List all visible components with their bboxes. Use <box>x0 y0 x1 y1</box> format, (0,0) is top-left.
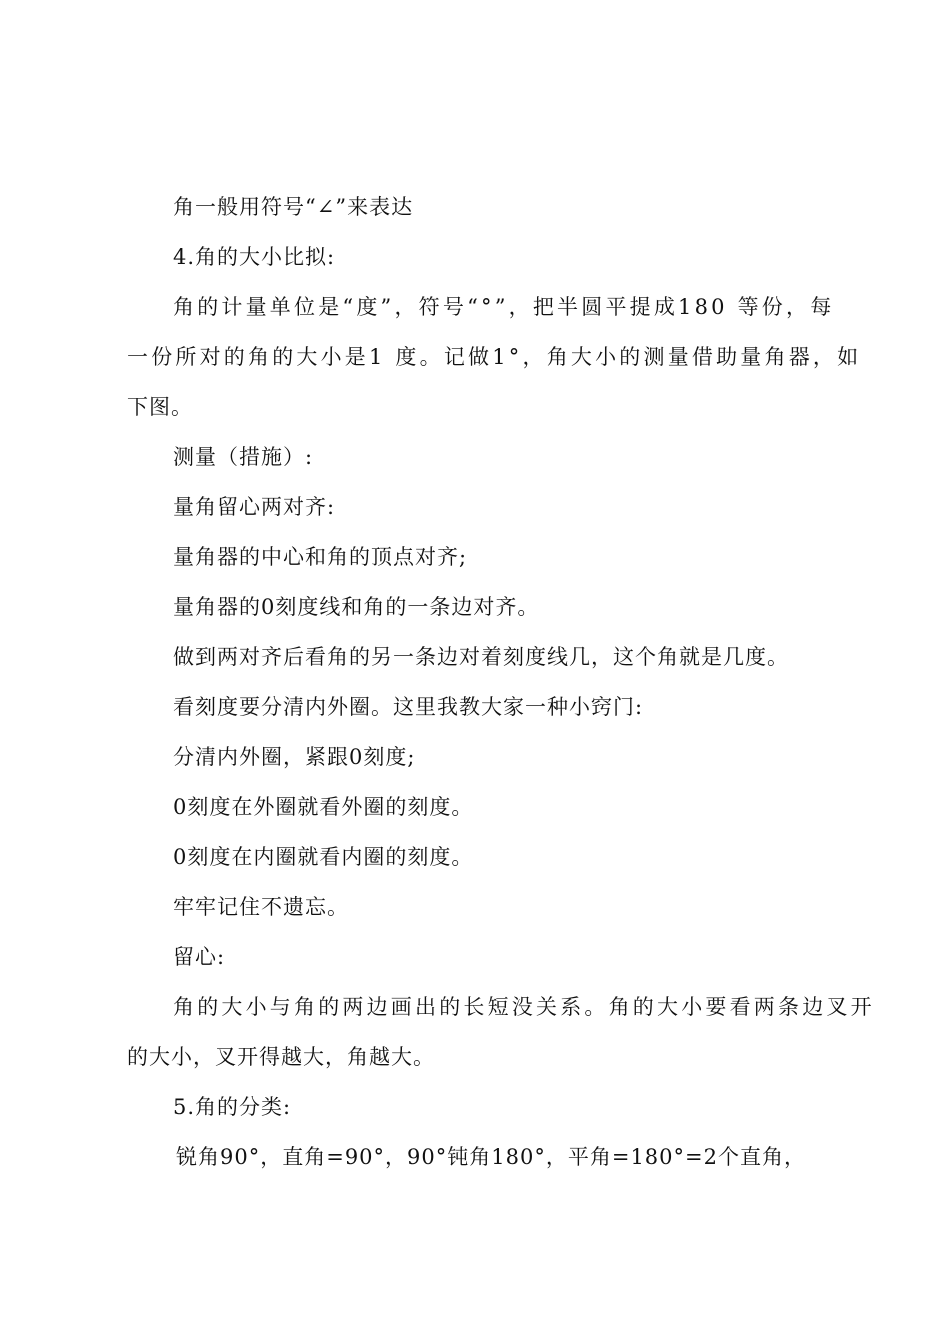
paragraph-outer-ring: 0刻度在外圈就看外圈的刻度。 <box>173 795 474 819</box>
paragraph-remember: 牢牢记住不遗忘。 <box>173 895 349 919</box>
heading-angle-classification: 5.角的分类: <box>173 1095 292 1119</box>
paragraph-inner-outer-ring: 看刻度要分清内外圈。这里我教大家一种小窍门: <box>173 695 644 719</box>
paragraph-angle-classification: 锐角90°，直角=90°，90°钝角180°，平角=180°=2个直角， <box>176 1145 806 1169</box>
paragraph-read-scale: 做到两对齐后看角的另一条边对着刻度线几，这个角就是几度。 <box>173 645 789 669</box>
paragraph-unit-line-3: 下图。 <box>127 395 193 419</box>
paragraph-note-line-2: 的大小，叉开得越大，角越大。 <box>127 1045 435 1069</box>
paragraph-note-line-1: 角的大小与角的两边画出的长短没关系。角的大小要看两条边叉开 <box>173 995 875 1019</box>
heading-measurement-method: 测量（措施）: <box>173 445 314 469</box>
paragraph-unit-line-2: 一份所对的角的大小是1 度。记做1°，角大小的测量借助量角器，如 <box>127 345 862 369</box>
paragraph-zero-line-alignment: 量角器的0刻度线和角的一条边对齐。 <box>173 595 540 619</box>
paragraph-angle-symbol: 角一般用符号“∠”来表达 <box>173 195 414 219</box>
paragraph-inner-ring: 0刻度在内圈就看内圈的刻度。 <box>173 845 474 869</box>
paragraph-center-alignment: 量角器的中心和角的顶点对齐; <box>173 545 468 569</box>
heading-angle-size-comparison: 4.角的大小比拟: <box>173 245 336 269</box>
paragraph-two-alignments: 量角留心两对齐: <box>173 495 336 519</box>
heading-note: 留心: <box>173 945 226 969</box>
paragraph-unit-line-1: 角的计量单位是“度”，符号“°”，把半圆平提成180 等份，每 <box>173 295 835 319</box>
paragraph-follow-zero: 分清内外圈，紧跟0刻度; <box>173 745 416 769</box>
